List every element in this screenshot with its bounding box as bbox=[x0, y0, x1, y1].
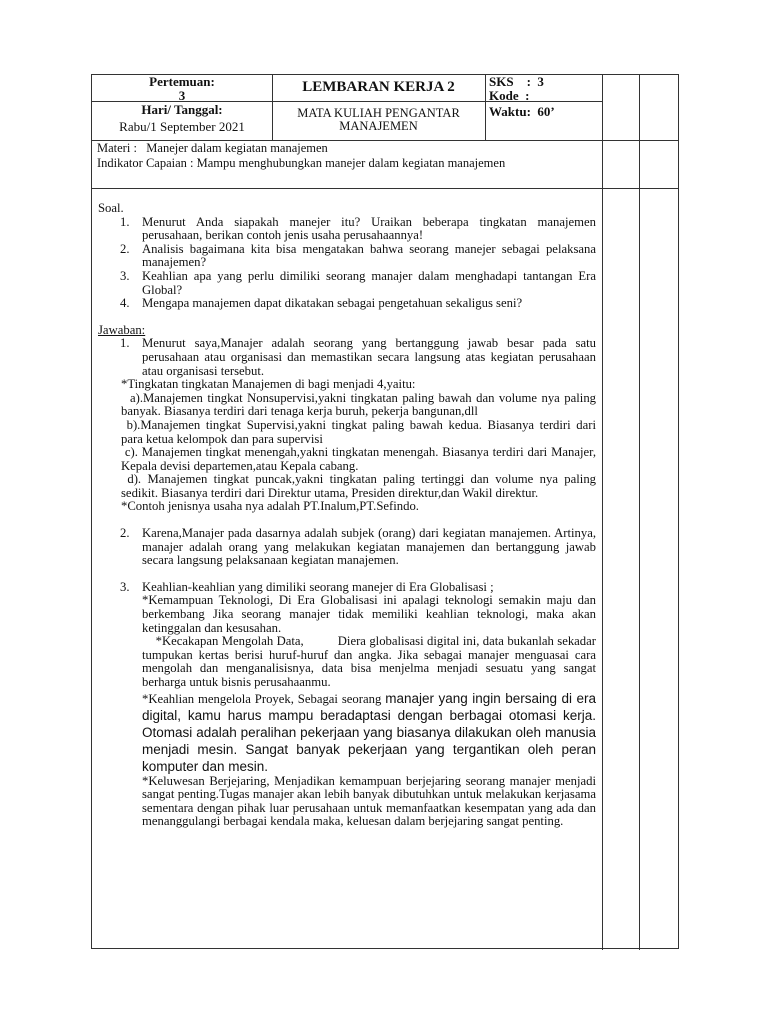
skill-technology: *Kemampuan Teknologi, Di Era Globalisasi ini apalagi teknologi semakin maju dan berkembang Jika seorang manajer tidak memiliki keahlian teknologi, maka akan ketinggalan dan kesusahan. bbox=[142, 593, 596, 635]
question-4 bbox=[98, 297, 596, 311]
topic-text: Materi : Manejer dalam kegiatan manajemen bbox=[97, 141, 328, 155]
sks-cell bbox=[489, 75, 599, 103]
answer-3 bbox=[98, 581, 596, 595]
question-text: Keahlian apa yang perlu dimiliki seorang manajer dalam menghadapi tantangan Era Global? bbox=[142, 268, 596, 297]
date-value: Rabu/1 September 2021 bbox=[119, 119, 245, 134]
level-a: a).Manajemen tingkat Nonsupervisi,yakni tingkatan paling bawah dan volume nya paling banyak. Biasanya terdiri dari tenaga kerja buruh, pekerja bangunan,dll bbox=[121, 390, 600, 419]
skill-networking: *Keluwesan Berjejaring, Menjadikan kemampuan berjejaring seorang manajer menjadi sangat penting.Tugas manajer akan lebih banyak dibutuhkan untuk melakukan kerjasama sementara dengan pihak luar perusahaan untuk memanfaatkan kesempatan yang ada dan menanggulangi berbagai kendala maka, keluesan dalam berjejaring sangat penting. bbox=[142, 773, 596, 829]
question-number: 3. bbox=[120, 268, 130, 283]
question-3 bbox=[98, 270, 596, 297]
answer-number: 1. bbox=[120, 336, 130, 351]
level-d: d). Manajemen tingkat puncak,yakni tingkatan paling tertinggi dan volume nya paling sedikit. Biasanya terdiri dari Direktur utama, Presiden direktur,dan Wakil direktur. bbox=[121, 472, 600, 500]
sks-value: SKS : 3 bbox=[489, 74, 544, 89]
level-c: c). Manajemen tingkat menengah,yakni tingkatan menengah. Biasanya terdiri dari Manajer, Kepala devisi departemen,atau Kepala cabang. bbox=[121, 445, 600, 473]
divider bbox=[92, 188, 678, 189]
answer-text: Keahlian-keahlian yang dimiliki seorang manejer di Era Globalisasi ; bbox=[142, 579, 494, 594]
code-value: Kode : bbox=[489, 88, 530, 103]
answers-label: Jawaban: bbox=[98, 322, 146, 337]
worksheet-table bbox=[91, 74, 679, 949]
skill-project bbox=[98, 690, 596, 775]
answer-number: 3. bbox=[120, 579, 130, 594]
meeting-cell bbox=[92, 75, 272, 103]
skill-project-rest: manajer yang ingin bersaing di era digital, kamu harus mampu beradaptasi dengan berbagai otomasi kerja. Otomasi adalah peralihan pekerjaan yang biasanya dilakukan oleh manusia menjadi mesin. Sangat banyak pekerjaan yang tergantikan oleh peran komputer dan mesin. bbox=[142, 690, 596, 774]
questions-label: Soal. bbox=[98, 201, 124, 215]
date-cell bbox=[92, 103, 272, 134]
skill-data: *Kecakapan Mengolah Data, Diera globalisasi digital ini, data bukanlah sekadar tumpukan kertas berisi huruf-huruf dan angka. Jika sebagai manajer menguasai cara mengolah dan menganalisisnya, data bisa menjelma menjadi sesuatu yang sangat berharga untuk bisnis perusahaanmu. bbox=[142, 634, 600, 689]
question-text: Menurut Anda siapakah manejer itu? Uraikan beberapa tingkatan manajemen perusahaan, berikan contoh jenis usaha perusahaannya! bbox=[142, 214, 596, 243]
course-name bbox=[272, 107, 485, 133]
example-text: *Contoh jenisnya usaha nya adalah PT.Inalum,PT.Sefindo. bbox=[121, 499, 419, 514]
question-text: Analisis bagaimana kita bisa mengatakan bahwa seorang manejer sebagai pelaksana manajemen? bbox=[142, 241, 596, 270]
worksheet-body bbox=[98, 201, 600, 829]
page-title: LEMBARAN KERJA 2 bbox=[302, 79, 455, 95]
levels-intro: *Tingkatan tingkatan Manajemen di bagi menjadi 4,yaitu: bbox=[121, 377, 416, 392]
question-number: 2. bbox=[120, 241, 130, 256]
answer-text: Karena,Manajer pada dasarnya adalah subjek (orang) dari kegiatan manajemen. Artinya, manajer adalah orang yang melakukan kegiatan manajemen dan bertanggung jawab secara langsung pelaksanaan kegiatan manajemen. bbox=[142, 526, 596, 568]
question-number: 1. bbox=[120, 214, 130, 229]
question-1 bbox=[98, 216, 596, 243]
question-2 bbox=[98, 243, 596, 270]
course-line-1: MATA KULIAH PENGANTAR bbox=[297, 106, 460, 120]
answer-text: Menurut saya,Manajer adalah seorang yang bertanggung jawab besar pada satu perusahaan atau organisasi dan memastikan secara langsung atas kegiatan perusahaan atau organisasi tersebut. bbox=[142, 336, 596, 378]
question-number: 4. bbox=[120, 296, 130, 311]
indicator-text: Indikator Capaian : Mampu menghubungkan manejer dalam kegiatan manajemen bbox=[97, 156, 506, 170]
answer-2 bbox=[98, 527, 596, 568]
answer-1 bbox=[98, 337, 596, 378]
divider bbox=[485, 75, 486, 140]
meeting-label: Pertemuan: bbox=[149, 74, 215, 89]
time-value: Waktu: 60’ bbox=[489, 104, 555, 119]
question-text: Mengapa manajemen dapat dikatakan sebagai pengetahuan sekaligus seni? bbox=[142, 296, 523, 311]
skill-project-start: *Keahlian mengelola Proyek, Sebagai seorang bbox=[142, 691, 386, 706]
divider bbox=[639, 75, 640, 950]
divider bbox=[602, 75, 603, 950]
date-label: Hari/ Tanggal: bbox=[141, 102, 223, 117]
level-b: b).Manajemen tingkat Supervisi,yakni tingkat paling bawah kedua. Biasanya terdiri dari para ketua kelompok dan para supervisi bbox=[121, 417, 600, 446]
course-line-2: MANAJEMEN bbox=[339, 119, 418, 133]
meeting-value: 3 bbox=[178, 88, 186, 103]
answer-number: 2. bbox=[120, 526, 130, 541]
